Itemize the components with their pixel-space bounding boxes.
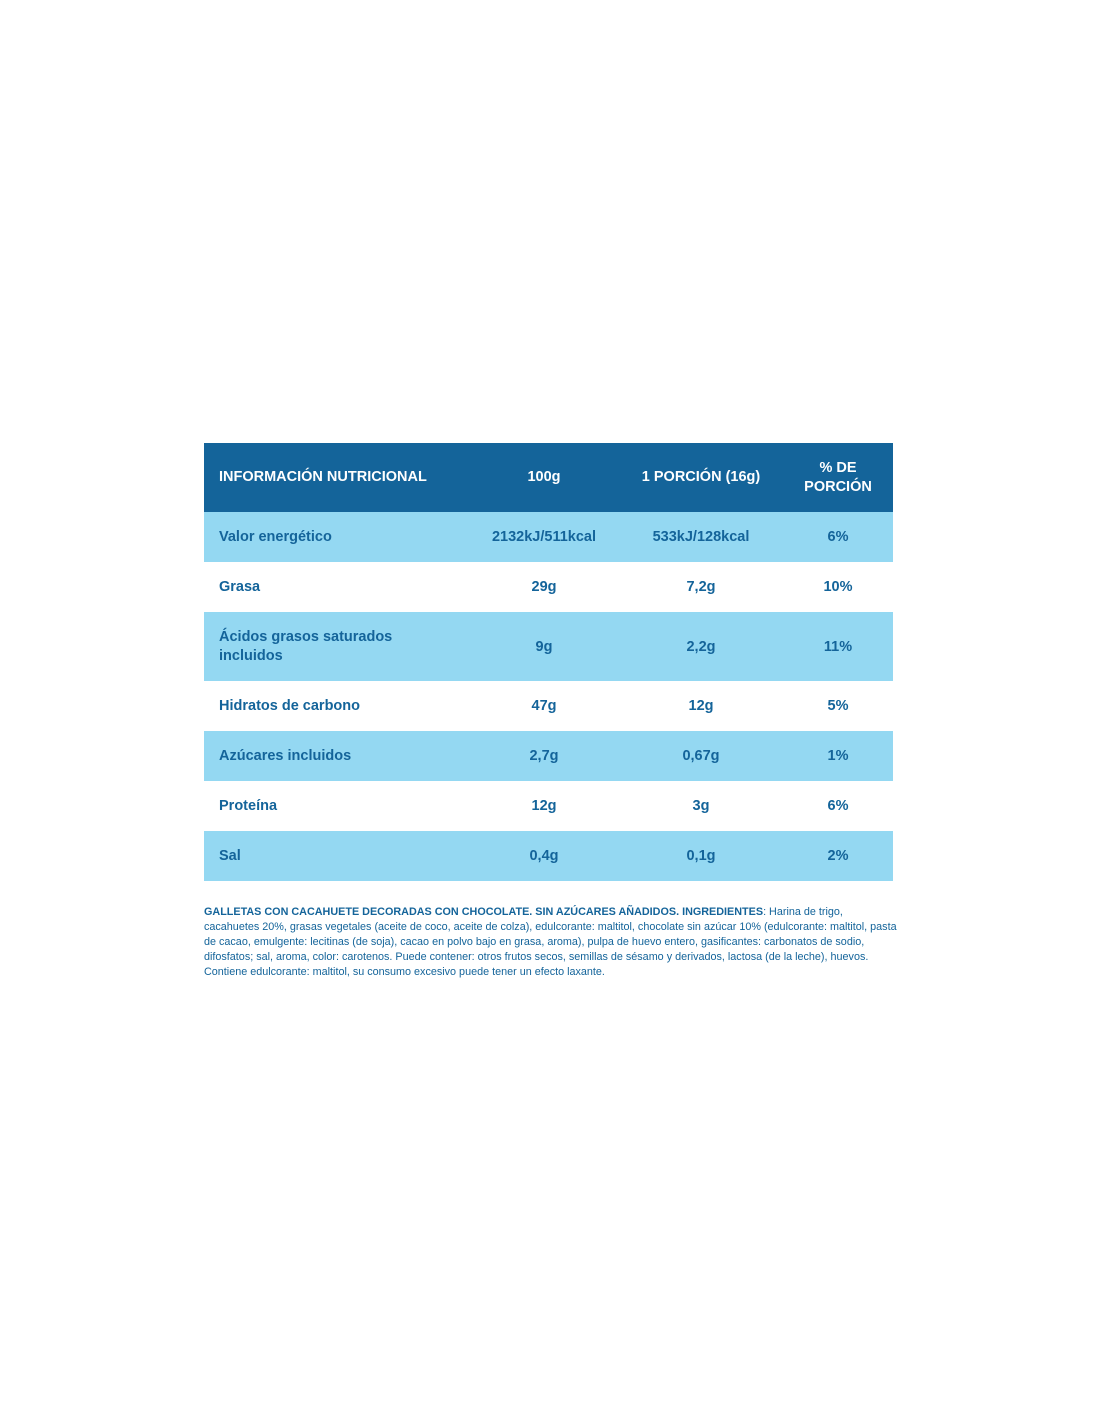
header-per-100g: 100g (527, 469, 561, 485)
value-per-portion: 0,67g (682, 748, 720, 764)
value-percent: 6% (827, 529, 849, 545)
nutrient-name: Proteína (219, 797, 278, 814)
ingredients-list: : Harina de trigo, cacahuetes 20%, grasas vegetales (aceite de coco, aceite de colza), edulcorante: maltitol, chocolate sin azúcar 10% (edulcorante: maltitol, pasta de cacao, emulgente: lecitinas (de soja), cacao en polvo bajo en grasa, aroma), pulpa de huevo entero, gasificantes: carbonatos de sodio, difosfatos; sal, aroma, color: carotenos. Puede contener: otros frutos secos, semillas de sésamo y derivados, lactosa (de la leche), huevos. Contiene edulcorante: maltitol, su consumo excesivo puede tener un efecto laxante. (204, 906, 897, 978)
value-per-100g: 2,7g (529, 748, 559, 764)
value-per-100g: 9g (535, 638, 553, 655)
nutrient-name-line1: Ácidos grasos saturados (219, 628, 393, 645)
table-row (204, 831, 893, 881)
value-per-portion: 0,1g (686, 848, 716, 864)
nutrition-table (204, 443, 893, 881)
value-percent: 1% (827, 748, 849, 764)
header-percent-line2: PORCIÓN (804, 478, 872, 495)
value-per-portion: 533kJ/128kcal (652, 529, 750, 545)
header-percent (783, 443, 893, 512)
table-row (204, 731, 893, 781)
header-per-portion: 1 PORCIÓN (16g) (641, 469, 761, 485)
ingredients-text (204, 905, 900, 980)
nutrient-name-line2: incluidos (219, 647, 283, 664)
nutrient-name: Azúcares incluidos (219, 747, 352, 764)
value-per-portion: 7,2g (686, 579, 716, 595)
nutrition-table-header (204, 443, 893, 512)
nutrient-name: Sal (219, 847, 241, 864)
value-percent: 11% (823, 638, 853, 655)
value-percent: 10% (823, 579, 853, 595)
value-per-100g: 29g (531, 579, 557, 595)
value-per-portion: 2,2g (686, 638, 716, 655)
table-row (204, 681, 893, 731)
value-percent: 2% (827, 848, 849, 864)
nutrient-name: Valor energético (219, 528, 332, 545)
nutrient-name: Grasa (219, 578, 261, 595)
value-per-portion: 3g (692, 798, 710, 814)
value-per-100g: 0,4g (529, 848, 559, 864)
value-percent: 5% (827, 698, 849, 714)
table-row (204, 512, 893, 562)
table-row (204, 612, 893, 681)
header-row (204, 443, 893, 512)
value-per-100g: 47g (531, 698, 557, 714)
value-per-100g: 2132kJ/511kcal (491, 529, 597, 545)
nutrition-table-body (204, 512, 893, 881)
nutrition-panel (204, 443, 893, 881)
value-per-100g: 12g (531, 798, 557, 814)
nutrient-name: Hidratos de carbono (219, 697, 360, 714)
ingredients-lead: GALLETAS CON CACAHUETE DECORADAS CON CHOCOLATE. SIN AZÚCARES AÑADIDOS. INGREDIENTES (204, 906, 764, 918)
table-row (204, 562, 893, 612)
header-percent-line1: % DE (819, 459, 857, 476)
table-row (204, 781, 893, 831)
header-nutrient: INFORMACIÓN NUTRICIONAL (219, 469, 427, 485)
nutrient-name (204, 612, 469, 681)
value-per-portion: 12g (688, 698, 714, 714)
value-percent: 6% (827, 798, 849, 814)
